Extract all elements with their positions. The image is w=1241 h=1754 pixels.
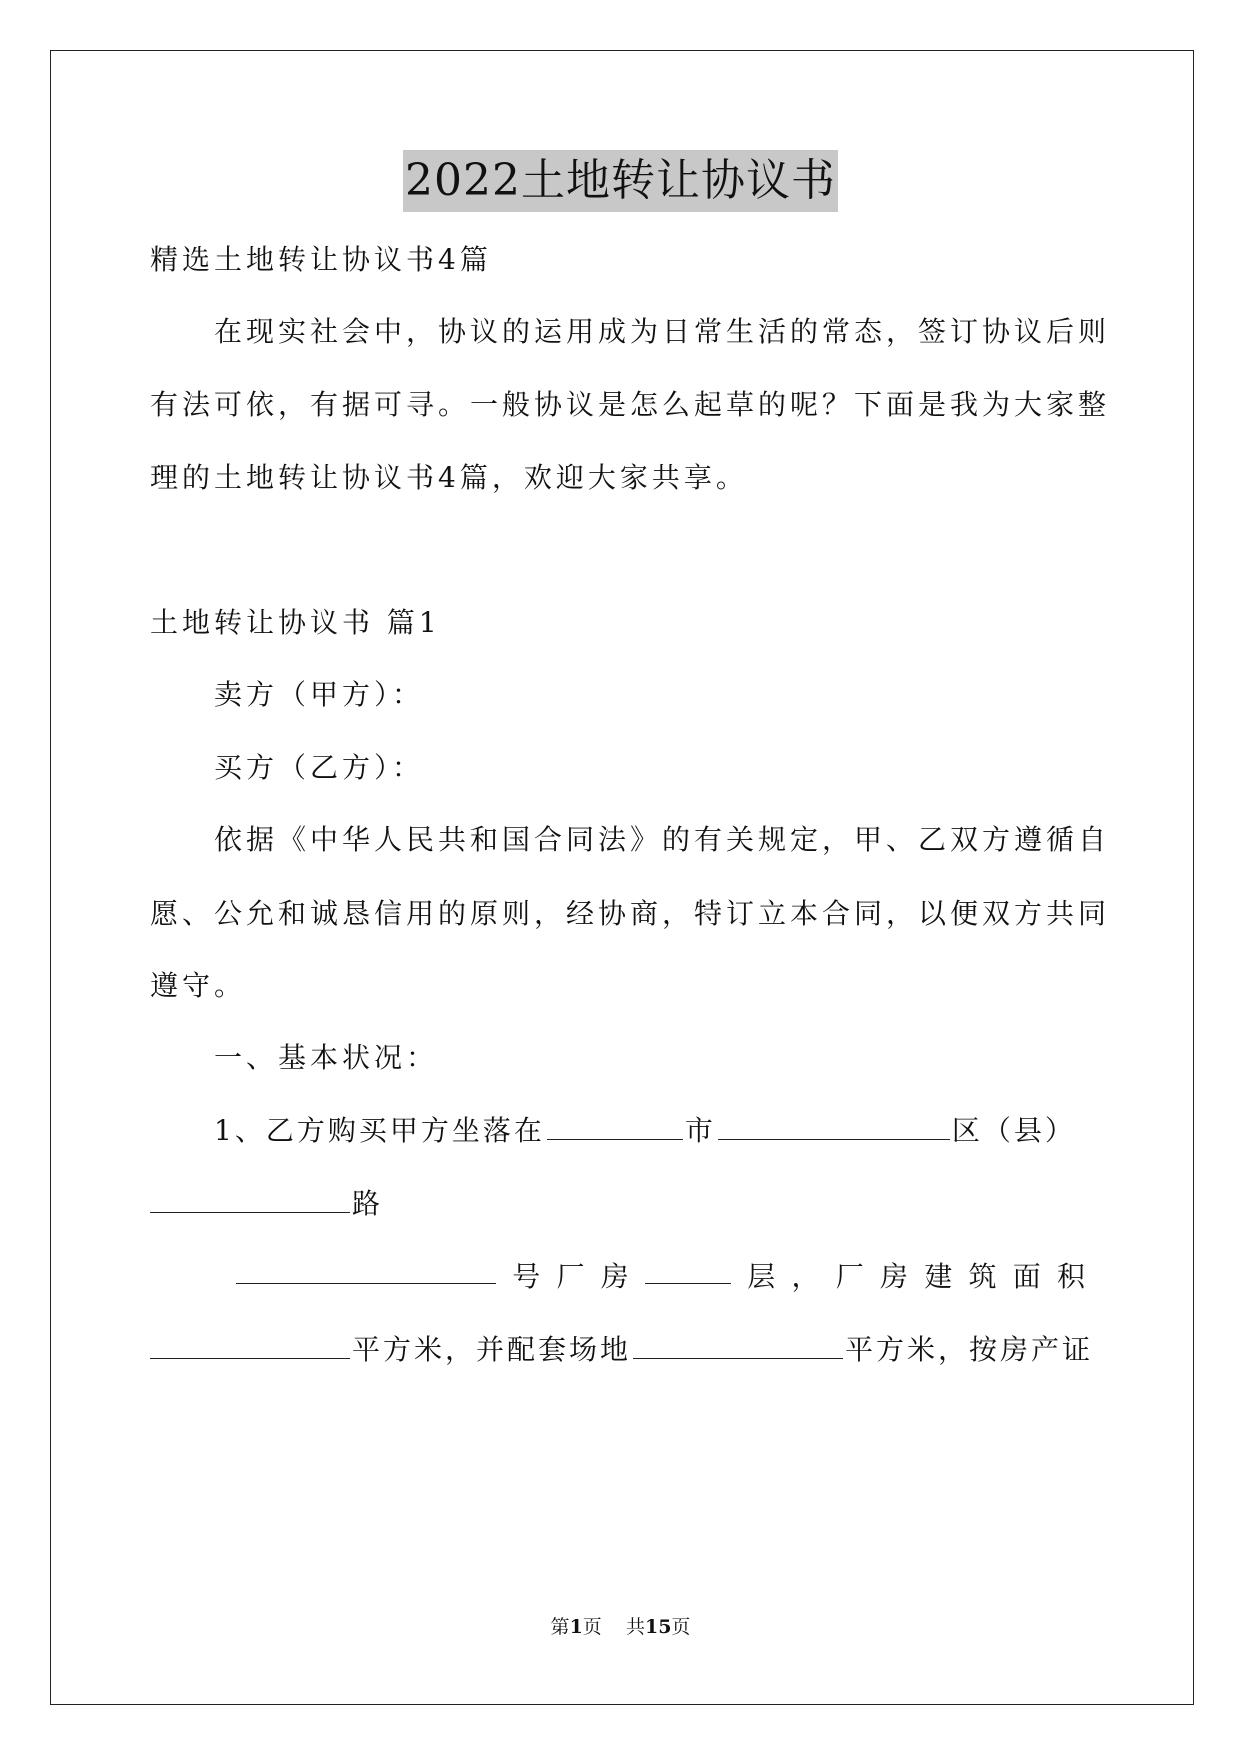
intro-line-2: 有法可依，有据可寻。一般协议是怎么起草的呢？下面是我为大家整 [150,388,1111,421]
clause1-line-4 [150,1330,1094,1370]
char-zhu: 筑 [968,1260,997,1293]
basis-line-2: 愿、公允和诚恳信用的原则，经协商，特订立本合同，以便双方共同 [150,897,1111,930]
clause1-text-1: 1、乙方购买甲方坐落在 [214,1114,545,1147]
footer-suffix: 页 [671,1616,691,1638]
char-chang-2: 厂 [835,1260,864,1293]
blank-city [547,1113,683,1140]
basis-line-1: 依据《中华人民共和国合同法》的有关规定，甲、乙双方遵循自 [214,823,1111,856]
footer-prefix: 第 [550,1616,570,1638]
char-ji: 积 [1056,1260,1085,1293]
blank-district [718,1113,950,1140]
footer-mid: 页 共 [582,1616,645,1638]
title-container [0,150,1241,212]
char-chang: 厂 [556,1260,585,1293]
char-fang: 房 [600,1260,629,1293]
clause1-text-3: 区（县） [951,1114,1076,1147]
section-heading: 土地转让协议书 篇1 [150,606,441,639]
char-comma: ， [791,1260,820,1293]
clause-heading: 一、基本状况： [214,1041,439,1074]
char-fang-2: 房 [879,1260,908,1293]
basis-line-3: 遵守。 [150,969,247,1002]
page-border [50,50,1194,1705]
intro-line-1: 在现实社会中，协议的运用成为日常生活的常态，签订协议后则 [214,315,1111,348]
buyer-line: 买方（乙方）： [214,751,425,784]
clause1-line-1 [214,1111,1085,1151]
clause1-line-3 [236,1257,1085,1297]
document-title: 2022土地转让协议书 [403,150,838,212]
page-footer [0,1614,1241,1640]
subtitle: 精选土地转让协议书4篇 [150,243,492,276]
footer-page-number: 1 [569,1616,583,1638]
clause1-text-2: 市 [684,1114,716,1147]
seller-line: 卖方（甲方）： [214,678,425,711]
clause1-line-2 [150,1184,1085,1224]
clause1-text-5: 平方米，并配套场地 [352,1333,632,1366]
blank-floor [645,1257,731,1284]
clause1-text-6: 平方米，按房产证 [845,1333,1094,1366]
blank-road [150,1186,350,1213]
char-jian: 建 [924,1260,953,1293]
blank-number [236,1257,496,1284]
char-hao: 号 [512,1260,541,1293]
clause1-text-4: 路 [352,1187,385,1220]
char-ceng: 层 [747,1260,776,1293]
blank-site-area [633,1332,843,1359]
footer-total-pages: 15 [644,1616,672,1638]
blank-building-area [150,1332,350,1359]
char-mian: 面 [1012,1260,1041,1293]
intro-line-3: 理的土地转让协议书4篇，欢迎大家共享。 [150,461,748,494]
